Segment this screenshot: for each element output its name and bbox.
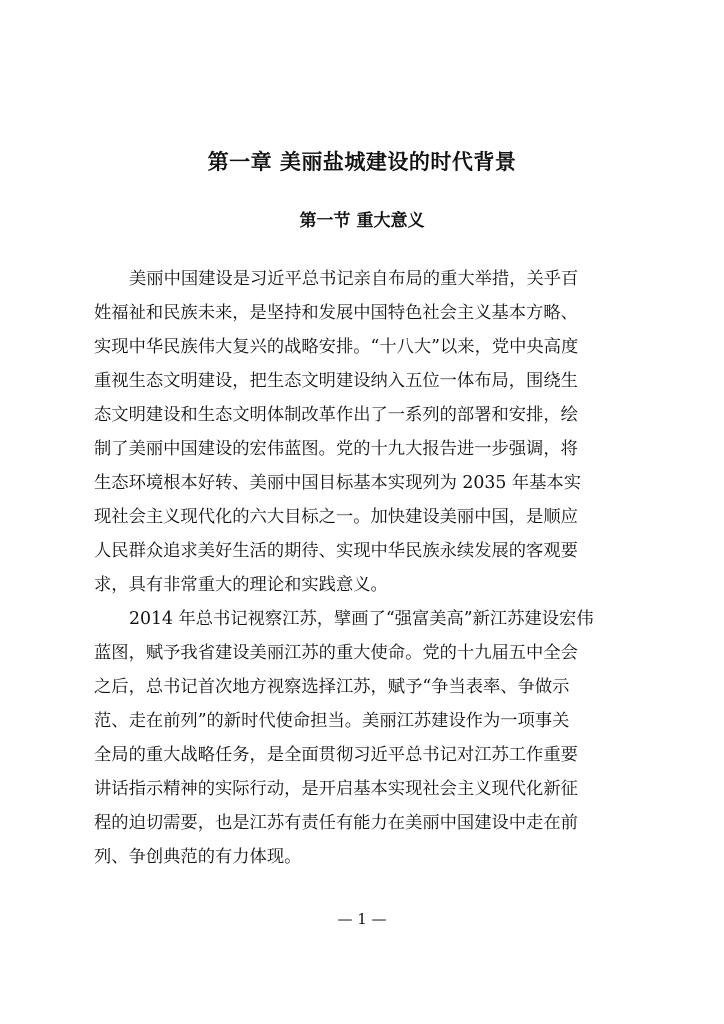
body-text [94, 262, 634, 874]
text-line: 态文明建设和生态文明体制改革作出了一系列的部署和安排，绘 [94, 405, 578, 425]
text-line: 生态环境根本好转、美丽中国目标基本实现列为 2035 年基本实 [94, 473, 581, 493]
text-line: 现社会主义现代化的六大目标之一。加快建设美丽中国，是顺应 [94, 507, 578, 527]
text-line: 美丽中国建设是习近平总书记亲自布局的重大举措，关乎百 [129, 269, 579, 289]
text-line: 2014 年总书记视察江苏，擘画了“强富美高”新江苏建设宏伟 [129, 609, 594, 629]
text-line: 蓝图，赋予我省建设美丽江苏的重大使命。党的十九届五中全会 [94, 643, 578, 663]
text-line: 制了美丽中国建设的宏伟蓝图。党的十九大报告进一步强调，将 [94, 439, 578, 459]
text-line: 程的迫切需要，也是江苏有责任有能力在美丽中国建设中走在前 [94, 813, 578, 833]
text-line: 讲话指示精神的实际行动，是开启基本实现社会主义现代化新征 [94, 779, 578, 799]
page-number: — 1 — [337, 910, 387, 928]
chapter-title: 第一章 美丽盐城建设的时代背景 [207, 150, 517, 174]
text-line: 求，具有非常重大的理论和实践意义。 [94, 575, 388, 595]
text-line: 范、走在前列”的新时代使命担当。美丽江苏建设作为一项事关 [94, 711, 570, 731]
text-line: 姓福祉和民族未来，是坚持和发展中国特色社会主义基本方略、 [94, 303, 578, 323]
text-line: 实现中华民族伟大复兴的战略安排。“十八大”以来，党中央高度 [94, 337, 579, 357]
text-line: 重视生态文明建设，把生态文明建设纳入五位一体布局，围绕生 [94, 371, 578, 391]
text-line: 全局的重大战略任务，是全面贯彻习近平总书记对江苏工作重要 [94, 745, 578, 765]
paragraph-1 [94, 262, 634, 602]
text-line: 列、争创典范的有力体现。 [94, 847, 302, 867]
text-line: 之后，总书记首次地方视察选择江苏，赋予“争当表率、争做示 [94, 677, 570, 697]
text-line: 人民群众追求美好生活的期待、实现中华民族永续发展的客观要 [94, 541, 578, 561]
section-title: 第一节 重大意义 [299, 211, 425, 231]
paragraph-2 [94, 602, 634, 874]
